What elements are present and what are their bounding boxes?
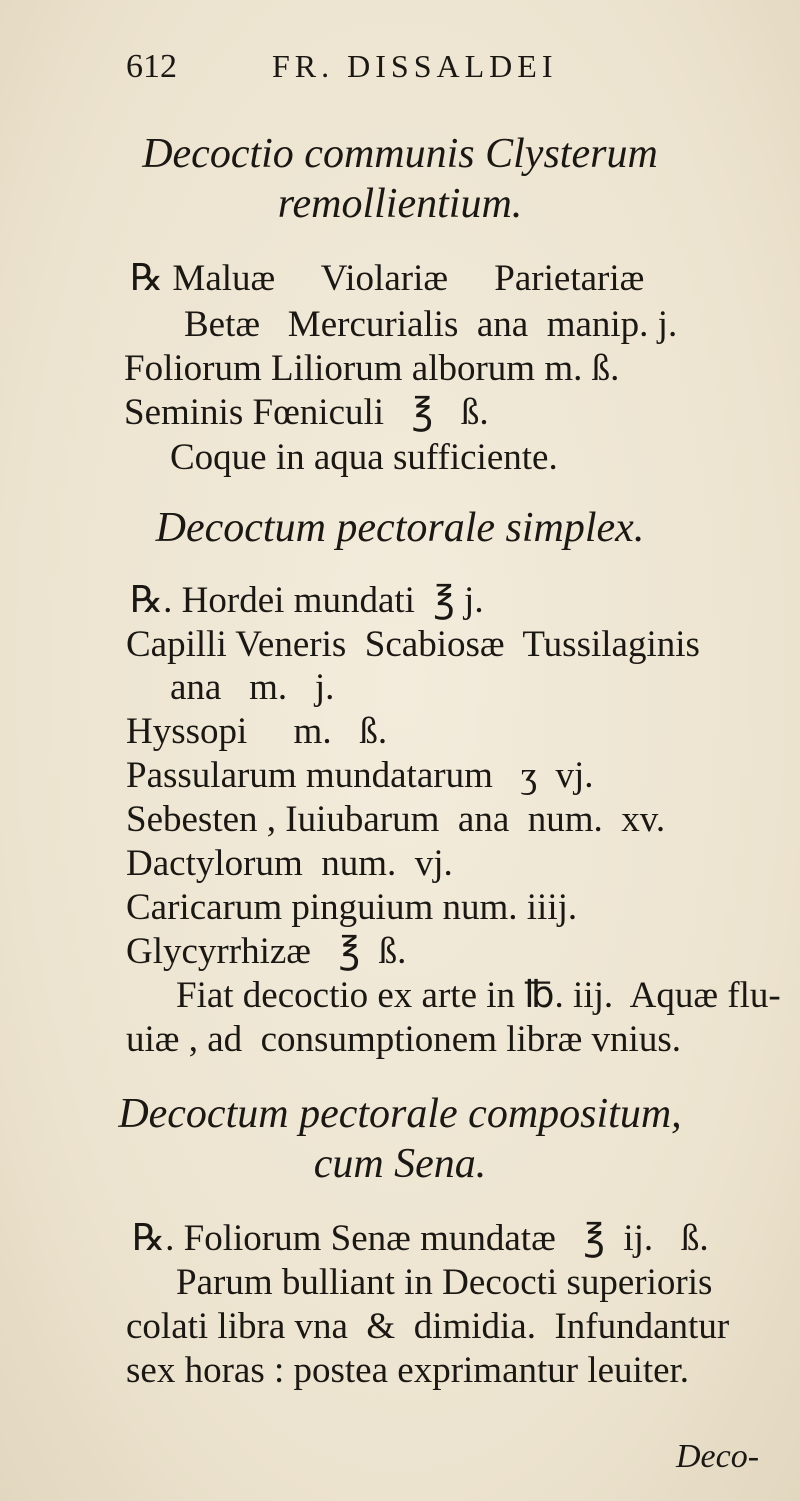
recipe-line: ℞. Foliorum Senæ mundatæ ℥ ij. ß. [132,1218,709,1259]
recipe-line: Foliorum Liliorum alborum m. ß. [124,348,620,389]
catchword: Deco- [676,1438,760,1475]
section-title-pectorale-compositum: Decoctum pectorale compositum, [118,1091,682,1137]
page-header [0,48,800,88]
recipe-line: Betæ Mercurialis ana manip. j. [184,304,678,345]
recipe-line: Dactylorum num. vj. [126,843,453,884]
recipe-line: Coque in aqua sufficiente. [170,437,558,478]
recipe-line: Capilli Veneris Scabiosæ Tussilaginis [126,624,700,665]
recipe-line: Caricarum pinguium num. iiij. [126,887,578,928]
recipe-line: Seminis Fœniculi ℥ ß. [124,392,489,433]
recipe-line: ℞ Maluæ Violariæ Parietariæ [130,258,645,299]
recipe-line: Sebesten , Iuiubarum ana num. xv. [126,799,666,840]
section-title-clysterum: Decoctio communis Clysterum [142,131,658,177]
recipe-line: Fiat decoctio ex arte in ℔. iij. Aquæ flu- [176,975,781,1016]
recipe-line: Glycyrrhizæ ℥ ß. [126,931,407,972]
section-title-pectorale-simplex: Decoctum pectorale simplex. [155,505,645,551]
recipe-line: Parum bulliant in Decocti superioris [176,1262,713,1303]
recipe-line: sex horas : postea exprimantur leuiter. [126,1350,690,1391]
section-title-clysterum-line2: remollientium. [277,181,523,227]
section-title-pectorale-compositum-line2: cum Sena. [313,1141,487,1187]
recipe-line: ℞. Hordei mundati ℥ j. [130,580,484,621]
recipe-line: Passularum mundatarum ʒ vj. [126,755,594,796]
recipe-line: colati libra vna & dimidia. Infundantur [126,1306,730,1347]
recipe-line: ana m. j. [170,667,335,708]
recipe-line: uiæ , ad consumptionem libræ vnius. [126,1019,681,1060]
running-head: FR. DISSALDEI [272,48,558,84]
recipe-line: Hyssopi m. ß. [126,711,388,752]
page-number: 612 [126,48,177,85]
